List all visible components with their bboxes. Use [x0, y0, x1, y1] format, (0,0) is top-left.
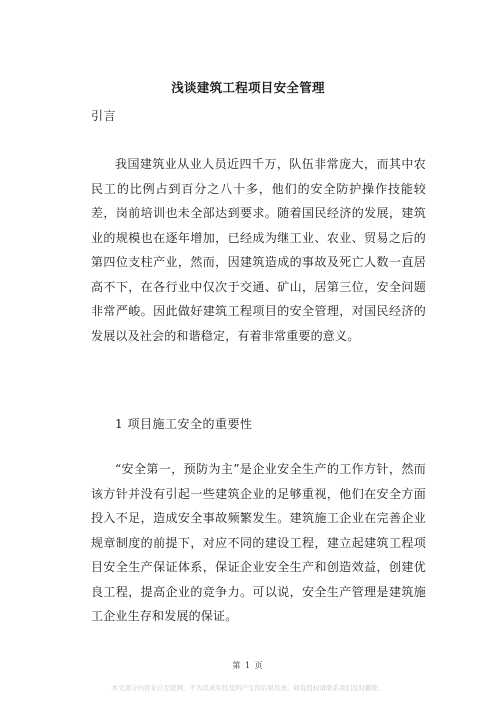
- page-number: 第 1 页: [232, 661, 264, 670]
- section-heading: 1 项目施工安全的重要性: [115, 417, 253, 431]
- document-title: 浅谈建筑工程项目安全管理: [171, 80, 325, 95]
- intro-label: 引言: [91, 109, 117, 123]
- section-paragraph: “安全第一，预防为主”是企业安全生产的工作方针，然而该方针并没有引起一些建筑企业的足够重视，他们在安全方面投入不足，造成安全事故频繁发生。建筑施工企业在完善企业规章制度的前提下，对应不同的建设工程，建立起建筑工程项目安全生产保证体系，保证企业安全生产和创造效益，创建优良工程，提高企业的竞争力。可以说，安全生产管理是建筑施工企业生存和发展的保证。: [91, 462, 426, 623]
- intro-paragraph: 我国建筑业从业人员近四千万，队伍非常庞大，而其中农民工的比例占到百分之八十多，他们的安全防护操作技能较差，岗前培训也未全部达到要求。随着国民经济的发展，建筑业的规模也在逐年增加，已经成为继工业、农业、贸易之后的第四位支柱产业，然而，因建筑造成的事故及死亡人数一直居高不下，在各行业中仅次于交通、矿山，居第三位，安全问题非常严峻。因此做好建筑工程项目的安全管理，对国民经济的发展以及社会的和谐稳定，有着非常重要的意义。: [91, 157, 426, 343]
- footer-disclaimer: 本文部分内容来自互联网，不为其真实性及所产生的后果负责，如有侵权请联系我们及时删除。: [111, 684, 385, 692]
